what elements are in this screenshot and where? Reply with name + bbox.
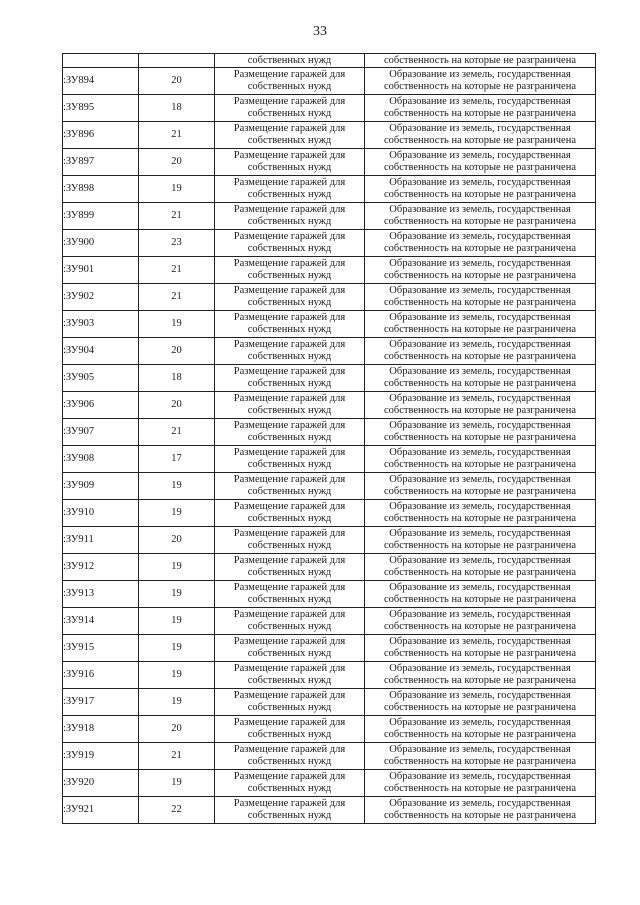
cell-formation-method	[365, 338, 596, 365]
cell-area: 20	[139, 68, 215, 95]
cell-formation-method	[365, 473, 596, 500]
formation-method-line-1: Образование из земель, государственная	[389, 636, 571, 647]
permitted-use-line-2: собственных нужд	[247, 567, 332, 578]
table-row	[63, 176, 596, 203]
permitted-use-line-2: собственных нужд	[247, 783, 332, 794]
permitted-use-line-2: собственных нужд	[247, 324, 332, 335]
formation-method-line-2: собственность на которые не разграничена	[384, 810, 576, 821]
table-row	[63, 446, 596, 473]
table-row	[63, 716, 596, 743]
permitted-use-line-1: Размещение гаражей для	[233, 177, 346, 188]
formation-method-line-2: собственность на которые не разграничена	[384, 297, 576, 308]
formation-method-line-1: Образование из земель, государственная	[389, 717, 571, 728]
cell-plot-id: :ЗУ904	[63, 338, 139, 365]
cell-formation-method	[365, 95, 596, 122]
cell-area: 21	[139, 743, 215, 770]
cell-permitted-use	[215, 257, 365, 284]
permitted-use-line-1: Размещение гаражей для	[233, 555, 346, 566]
permitted-use-line-1: Размещение гаражей для	[233, 285, 346, 296]
permitted-use-line-1: Размещение гаражей для	[233, 69, 346, 80]
cell-permitted-use	[215, 95, 365, 122]
formation-method-line-2: собственность на которые не разграничена	[384, 324, 576, 335]
cell-area: 21	[139, 122, 215, 149]
formation-method-line-2: собственность на которые не разграничена	[384, 729, 576, 740]
formation-method-line-2: собственность на которые не разграничена	[384, 540, 576, 551]
formation-method-line-1: Образование из земель, государственная	[389, 420, 571, 431]
cell-area: 19	[139, 581, 215, 608]
formation-method-line-1: Образование из земель, государственная	[389, 312, 571, 323]
cell-area: 19	[139, 770, 215, 797]
cell-plot-id: :ЗУ909	[63, 473, 139, 500]
permitted-use-line-1: Размещение гаражей для	[233, 582, 346, 593]
table-row	[63, 608, 596, 635]
formation-method-line-1: Образование из земель, государственная	[389, 798, 571, 809]
permitted-use-line-1: Размещение гаражей для	[233, 798, 346, 809]
permitted-use-line-2: собственных нужд	[247, 621, 332, 632]
cell-area: 23	[139, 230, 215, 257]
permitted-use-line-2: собственных нужд	[247, 135, 332, 146]
formation-method-line-2: собственность на которые не разграничена	[384, 81, 576, 92]
cell-permitted-use	[215, 770, 365, 797]
cell-formation-method	[365, 689, 596, 716]
table-row	[63, 581, 596, 608]
cell-permitted-use	[215, 419, 365, 446]
permitted-use-line-1: Размещение гаражей для	[233, 690, 346, 701]
formation-method-line-1: Образование из земель, государственная	[389, 177, 571, 188]
table-row	[63, 419, 596, 446]
permitted-use-line-1: Размещение гаражей для	[233, 771, 346, 782]
cell-area: 19	[139, 473, 215, 500]
cell-plot-id: :ЗУ906	[63, 392, 139, 419]
cell-area	[139, 54, 215, 68]
permitted-use-line-2: собственных нужд	[247, 810, 332, 821]
cell-area: 21	[139, 419, 215, 446]
formation-method-line-1: Образование из земель, государственная	[389, 366, 571, 377]
cell-permitted-use	[215, 608, 365, 635]
cell-formation-method	[365, 230, 596, 257]
formation-method-line-2: собственность на которые не разграничена	[384, 243, 576, 254]
cell-area: 19	[139, 689, 215, 716]
formation-method-line-2: собственность на которые не разграничена	[384, 432, 576, 443]
formation-method-line-2: собственность на которые не разграничена	[384, 702, 576, 713]
formation-method-line-2: собственность на которые не разграничена	[384, 189, 576, 200]
cell-area: 20	[139, 338, 215, 365]
cell-area: 20	[139, 149, 215, 176]
cell-formation-method	[365, 770, 596, 797]
formation-method-line-1: Образование из земель, государственная	[389, 555, 571, 566]
formation-method-line-1: Образование из земель, государственная	[389, 528, 571, 539]
table-row	[63, 770, 596, 797]
permitted-use-line-2: собственных нужд	[247, 756, 332, 767]
formation-method-line-2: собственность на которые не разграничена	[384, 594, 576, 605]
permitted-use-line-1: Размещение гаражей для	[233, 663, 346, 674]
cell-plot-id: :ЗУ919	[63, 743, 139, 770]
cell-plot-id: :ЗУ914	[63, 608, 139, 635]
cell-plot-id: :ЗУ898	[63, 176, 139, 203]
cell-area: 18	[139, 95, 215, 122]
formation-method-line-1: Образование из земель, государственная	[389, 690, 571, 701]
formation-method-line-2: собственность на которые не разграничена	[384, 486, 576, 497]
cell-area: 18	[139, 365, 215, 392]
cell-area: 21	[139, 257, 215, 284]
cell-area: 17	[139, 446, 215, 473]
cell-plot-id: :ЗУ912	[63, 554, 139, 581]
cell-formation-method	[365, 257, 596, 284]
table-row	[63, 743, 596, 770]
cell-plot-id: :ЗУ910	[63, 500, 139, 527]
formation-method-line-2: собственность на которые не разграничена	[384, 648, 576, 659]
cell-area: 19	[139, 635, 215, 662]
cell-permitted-use	[215, 527, 365, 554]
table-row	[63, 662, 596, 689]
permitted-use-line-1: Размещение гаражей для	[233, 420, 346, 431]
table-row	[63, 284, 596, 311]
table-row	[63, 68, 596, 95]
cell-permitted-use	[215, 311, 365, 338]
formation-method-line-1: Образование из земель, государственная	[389, 771, 571, 782]
cell-area: 20	[139, 716, 215, 743]
permitted-use-line-2: собственных нужд	[247, 540, 332, 551]
formation-method-line-2: собственность на которые не разграничена	[384, 405, 576, 416]
cell-plot-id: :ЗУ900	[63, 230, 139, 257]
cell-formation-method	[365, 122, 596, 149]
cell-area: 19	[139, 311, 215, 338]
cell-permitted-use	[215, 365, 365, 392]
permitted-use-line-1: Размещение гаражей для	[233, 231, 346, 242]
cell-plot-id: :ЗУ916	[63, 662, 139, 689]
cell-formation-method	[365, 311, 596, 338]
table-row	[63, 473, 596, 500]
cell-area: 19	[139, 500, 215, 527]
cell-permitted-use	[215, 392, 365, 419]
formation-method-line-1: Образование из земель, государственная	[389, 339, 571, 350]
cell-plot-id: :ЗУ920	[63, 770, 139, 797]
formation-method-line-2: собственность на которые не разграничена	[384, 621, 576, 632]
formation-method-line-2: собственность на которые не разграничена	[384, 567, 576, 578]
cell-permitted-use	[215, 554, 365, 581]
formation-method-line-1: Образование из земель, государственная	[389, 204, 571, 215]
permitted-use-line-1: Размещение гаражей для	[233, 744, 346, 755]
cell-formation-method	[365, 527, 596, 554]
cell-permitted-use	[215, 743, 365, 770]
permitted-use-line-2: собственных нужд	[247, 378, 332, 389]
permitted-use-line-2: собственных нужд	[247, 702, 332, 713]
cell-formation-method	[365, 392, 596, 419]
cell-plot-id: :ЗУ918	[63, 716, 139, 743]
table-row	[63, 338, 596, 365]
permitted-use-line-2: собственных нужд	[247, 594, 332, 605]
cell-formation-method	[365, 149, 596, 176]
cell-formation-method	[365, 176, 596, 203]
cell-formation-method	[365, 365, 596, 392]
table-row	[63, 95, 596, 122]
page-number: 33	[313, 24, 327, 39]
cell-plot-id: :ЗУ907	[63, 419, 139, 446]
cell-area: 22	[139, 797, 215, 824]
cell-plot-id	[63, 54, 139, 68]
cell-permitted-use: собственных нужд	[215, 54, 365, 68]
formation-method-line-2: собственность на которые не разграничена	[384, 513, 576, 524]
table-row	[63, 122, 596, 149]
cell-permitted-use	[215, 716, 365, 743]
cell-plot-id: :ЗУ911	[63, 527, 139, 554]
permitted-use-line-2: собственных нужд	[247, 270, 332, 281]
permitted-use-line-2: собственных нужд	[247, 189, 332, 200]
cell-permitted-use	[215, 149, 365, 176]
permitted-use-line-2: собственных нужд	[247, 432, 332, 443]
permitted-use-line-2: собственных нужд	[247, 216, 332, 227]
formation-method-line-1: Образование из земель, государственная	[389, 231, 571, 242]
cell-plot-id: :ЗУ899	[63, 203, 139, 230]
formation-method-line-1: Образование из земель, государственная	[389, 609, 571, 620]
formation-method-line-1: Образование из земель, государственная	[389, 123, 571, 134]
cell-plot-id: :ЗУ921	[63, 797, 139, 824]
table-row	[63, 635, 596, 662]
formation-method-line-1: Образование из земель, государственная	[389, 447, 571, 458]
formation-method-line-1: Образование из земель, государственная	[389, 744, 571, 755]
permitted-use-line-2: собственных нужд	[247, 729, 332, 740]
formation-method-line-1: Образование из земель, государственная	[389, 474, 571, 485]
cell-area: 19	[139, 554, 215, 581]
formation-method-line-1: Образование из земель, государственная	[389, 285, 571, 296]
cell-permitted-use	[215, 662, 365, 689]
cell-permitted-use	[215, 68, 365, 95]
cell-permitted-use	[215, 203, 365, 230]
table-body	[63, 54, 596, 824]
permitted-use-line-1: Размещение гаражей для	[233, 96, 346, 107]
permitted-use-line-1: Размещение гаражей для	[233, 150, 346, 161]
formation-method-line-2: собственность на которые не разграничена	[384, 756, 576, 767]
permitted-use-line-2: собственных нужд	[247, 675, 332, 686]
formation-method-line-1: Образование из земель, государственная	[389, 96, 571, 107]
cell-plot-id: :ЗУ894	[63, 68, 139, 95]
table-row	[63, 311, 596, 338]
cell-permitted-use	[215, 473, 365, 500]
permitted-use-line-1: Размещение гаражей для	[233, 393, 346, 404]
permitted-use-line-1: Размещение гаражей для	[233, 501, 346, 512]
cell-plot-id: :ЗУ913	[63, 581, 139, 608]
table-row	[63, 203, 596, 230]
cell-permitted-use	[215, 338, 365, 365]
formation-method-line-2: собственность на которые не разграничена	[384, 162, 576, 173]
cell-formation-method	[365, 581, 596, 608]
cell-formation-method	[365, 743, 596, 770]
permitted-use-line-2: собственных нужд	[247, 405, 332, 416]
permitted-use-line-1: Размещение гаражей для	[233, 528, 346, 539]
table-row-continued	[63, 54, 596, 68]
cell-area: 19	[139, 176, 215, 203]
permitted-use-line-2: собственных нужд	[247, 81, 332, 92]
cell-permitted-use	[215, 635, 365, 662]
table-row	[63, 365, 596, 392]
permitted-use-line-1: Размещение гаражей для	[233, 636, 346, 647]
formation-method-line-1: Образование из земель, государственная	[389, 150, 571, 161]
cell-permitted-use	[215, 230, 365, 257]
formation-method-line-2: собственность на которые не разграничена	[384, 108, 576, 119]
formation-method-line-1: Образование из земель, государственная	[389, 501, 571, 512]
cell-area: 19	[139, 608, 215, 635]
cell-plot-id: :ЗУ895	[63, 95, 139, 122]
cell-permitted-use	[215, 176, 365, 203]
table-row	[63, 257, 596, 284]
formation-method-line-1: Образование из земель, государственная	[389, 582, 571, 593]
formation-method-line-2: собственность на которые не разграничена	[384, 378, 576, 389]
permitted-use-line-2: собственных нужд	[247, 486, 332, 497]
cell-plot-id: :ЗУ903	[63, 311, 139, 338]
formation-method-line-2: собственность на которые не разграничена	[384, 783, 576, 794]
cell-permitted-use	[215, 797, 365, 824]
formation-method-line-2: собственность на которые не разграничена	[384, 459, 576, 470]
cell-permitted-use	[215, 284, 365, 311]
table-row	[63, 527, 596, 554]
formation-method-line-2: собственность на которые не разграничена	[384, 135, 576, 146]
cell-area: 19	[139, 662, 215, 689]
cell-formation-method	[365, 284, 596, 311]
cell-formation-method	[365, 419, 596, 446]
formation-method-line-2: собственность на которые не разграничена	[384, 675, 576, 686]
formation-method-line-1: Образование из земель, государственная	[389, 258, 571, 269]
formation-method-line-2: собственность на которые не разграничена	[384, 351, 576, 362]
table-row	[63, 500, 596, 527]
permitted-use-line-1: Размещение гаражей для	[233, 339, 346, 350]
permitted-use-line-1: Размещение гаражей для	[233, 717, 346, 728]
cell-plot-id: :ЗУ915	[63, 635, 139, 662]
formation-method-line-2: собственность на которые не разграничена	[384, 270, 576, 281]
formation-method-line-1: Образование из земель, государственная	[389, 663, 571, 674]
cell-formation-method	[365, 500, 596, 527]
formation-method-line-1: Образование из земель, государственная	[389, 393, 571, 404]
cell-permitted-use	[215, 122, 365, 149]
permitted-use-line-1: Размещение гаражей для	[233, 123, 346, 134]
cell-formation-method	[365, 203, 596, 230]
cell-permitted-use	[215, 500, 365, 527]
cell-plot-id: :ЗУ905	[63, 365, 139, 392]
land-plots-table	[62, 53, 596, 824]
cell-formation-method	[365, 716, 596, 743]
cell-permitted-use	[215, 446, 365, 473]
permitted-use-line-2: собственных нужд	[247, 513, 332, 524]
permitted-use-line-1: Размещение гаражей для	[233, 204, 346, 215]
table-row	[63, 554, 596, 581]
permitted-use-line-2: собственных нужд	[247, 108, 332, 119]
permitted-use-line-1: Размещение гаражей для	[233, 474, 346, 485]
table-row	[63, 149, 596, 176]
cell-area: 21	[139, 284, 215, 311]
cell-area: 21	[139, 203, 215, 230]
cell-area: 20	[139, 527, 215, 554]
cell-area: 20	[139, 392, 215, 419]
permitted-use-line-2: собственных нужд	[247, 351, 332, 362]
cell-plot-id: :ЗУ896	[63, 122, 139, 149]
permitted-use-line-2: собственных нужд	[247, 297, 332, 308]
cell-formation-method	[365, 554, 596, 581]
formation-method-line-1: Образование из земель, государственная	[389, 69, 571, 80]
cell-plot-id: :ЗУ902	[63, 284, 139, 311]
table-row	[63, 230, 596, 257]
cell-formation-method	[365, 635, 596, 662]
cell-plot-id: :ЗУ897	[63, 149, 139, 176]
table-row	[63, 797, 596, 824]
cell-formation-method	[365, 608, 596, 635]
permitted-use-line-2: собственных нужд	[247, 243, 332, 254]
table-row	[63, 392, 596, 419]
permitted-use-line-1: Размещение гаражей для	[233, 447, 346, 458]
cell-formation-method: собственность на которые не разграничена	[365, 54, 596, 68]
cell-formation-method	[365, 68, 596, 95]
cell-permitted-use	[215, 689, 365, 716]
cell-plot-id: :ЗУ917	[63, 689, 139, 716]
permitted-use-line-1: Размещение гаражей для	[233, 258, 346, 269]
cell-permitted-use	[215, 581, 365, 608]
permitted-use-line-1: Размещение гаражей для	[233, 366, 346, 377]
table-row	[63, 689, 596, 716]
cell-formation-method	[365, 446, 596, 473]
permitted-use-line-2: собственных нужд	[247, 459, 332, 470]
permitted-use-line-1: Размещение гаражей для	[233, 609, 346, 620]
permitted-use-line-1: Размещение гаражей для	[233, 312, 346, 323]
cell-formation-method	[365, 797, 596, 824]
cell-formation-method	[365, 662, 596, 689]
permitted-use-line-2: собственных нужд	[247, 648, 332, 659]
permitted-use-line-2: собственных нужд	[247, 162, 332, 173]
cell-plot-id: :ЗУ908	[63, 446, 139, 473]
cell-plot-id: :ЗУ901	[63, 257, 139, 284]
formation-method-line-2: собственность на которые не разграничена	[384, 216, 576, 227]
